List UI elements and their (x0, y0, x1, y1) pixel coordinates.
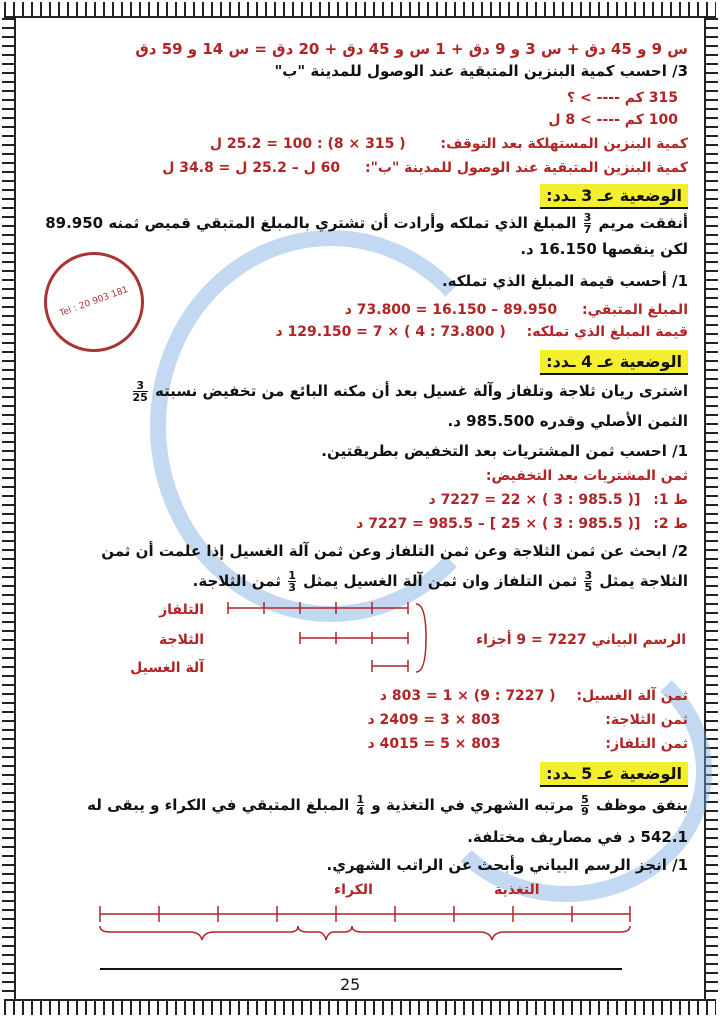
page-number: 25 (340, 975, 361, 994)
page-border-bottom (4, 999, 716, 1015)
washer-price-calc: ( 7227 : 9) × 1 = 803 د (379, 688, 556, 704)
fraction-den: 4 (356, 805, 365, 818)
fraction-num: 5 (581, 793, 589, 806)
tv-price (26, 736, 688, 752)
tv-price-label: ثمن التلفاز: (605, 736, 688, 752)
s5-text-line2: 542.1 د في مصاريف مختلفة. (467, 828, 688, 846)
s3-total-calc: ( 73.800 : 4 ) × 7 = 129.150 د (275, 324, 506, 340)
remaining-fuel-label: كمية البنزين المتبقية عند الوصول للمدينة "ب": (365, 160, 688, 176)
fraction (288, 570, 296, 593)
label-tv: التلفاز (159, 602, 204, 618)
s3-remaining-label: المبلغ المتبقي: (581, 302, 688, 318)
s3-text-part: أنفقت مريم (598, 214, 688, 232)
fraction-num: 3 (133, 380, 148, 392)
graph-label: الرسم البياني 7227 = 9 أجزاء (475, 632, 686, 648)
bar-diagram-appliances (200, 598, 440, 680)
fraction (584, 570, 592, 593)
s4-text-part: اشترى ريان ثلاجة وتلفاز وآلة غسيل بعد أن مكنه البائع من تخفيض نسبته (155, 382, 688, 400)
fraction-den: 7 (583, 223, 592, 236)
fraction-num: 1 (356, 793, 365, 806)
fraction (133, 380, 148, 403)
s4-text-part: ثمن التلفاز وان ثمن آلة الغسيل يمثل (303, 572, 578, 590)
s4-text-part: ثمن الثلاجة. (192, 572, 281, 590)
problem2-time-sum: س 9 و 45 دق + س 3 و 9 دق + 1 س و 45 دق + 20 دق = س 14 و 59 دق (135, 40, 688, 58)
consumed-fuel (26, 136, 688, 152)
s4-text-part: الثلاجة يمثل (599, 572, 688, 590)
problem2-question3: 3/ احسب كمية البنزين المتبقية عند الوصول للمدينة "ب" (274, 62, 688, 80)
section-5-heading: الوضعية عـ 5 ـدد: (540, 762, 688, 787)
fridge-price-calc: 803 × 3 = 2409 د (367, 712, 501, 728)
s4-question2-line1: 2/ ابحث عن ثمن الثلاجة وعن ثمن التلفاز وعن ثمن آلة الغسيل إذا علمت أن ثمن (101, 542, 688, 560)
washer-price (26, 688, 688, 704)
washer-price-label: ثمن آلة الغسيل: (576, 688, 688, 704)
s4-text-line1 (26, 380, 688, 403)
s4-method1-calc: [( 985.5 : 3 ) × 22 = 7227 د (428, 492, 641, 508)
s5-text-part: ينفق موظف (596, 796, 688, 814)
label-food: التغذية (494, 882, 540, 898)
tv-price-calc: 803 × 5 = 4015 د (367, 736, 501, 752)
s4-method2-label: ط 2: (653, 516, 688, 532)
s3-remaining-calc: 89.950 – 16.150 = 73.800 د (344, 302, 558, 318)
page-border-right (704, 18, 718, 999)
fraction-den: 9 (581, 805, 589, 818)
remaining-fuel (26, 160, 688, 176)
fraction-num: 3 (584, 569, 593, 582)
fraction-den: 25 (132, 391, 148, 404)
s3-question1: 1/ أحسب قيمة المبلغ الذي تملكه. (441, 272, 688, 290)
page-border-left (2, 18, 16, 999)
rule-of-three-line2: 100 كم ---- > 8 ل (548, 112, 678, 128)
teacher-stamp: Tel : 20 903 181 (30, 238, 158, 366)
label-rent: الكراء (334, 882, 373, 898)
fridge-price-label: ثمن الثلاجة: (605, 712, 688, 728)
s4-price-label: ثمن المشتريات بعد التخفيض: (485, 468, 688, 484)
s5-text-line1 (26, 794, 688, 817)
fraction-num: 3 (583, 211, 592, 224)
fraction-den: 5 (584, 581, 593, 594)
s4-text-line2: الثمن الأصلي وقدره 985.500 د. (447, 412, 688, 430)
label-washer: آلة الغسيل (130, 660, 204, 676)
s4-method1-label: ط 1: (653, 492, 688, 508)
section-4-heading: الوضعية عـ 4 ـدد: (540, 350, 688, 375)
s4-method1 (26, 492, 688, 508)
s5-text-part: المبلغ المتبقي في الكراء و يبقى له (87, 796, 350, 814)
remaining-fuel-calc: 60 ل – 25.2 ل = 34.8 ل (162, 160, 341, 176)
s4-question1: 1/ احسب ثمن المشتريات بعد التخفيض بطريقتين. (321, 442, 688, 460)
fridge-price (26, 712, 688, 728)
footer-rule (100, 968, 622, 970)
consumed-fuel-calc: ( 315 × 8) : 100 = 25.2 ل (209, 136, 406, 152)
s3-total (26, 324, 688, 340)
section-3-heading: الوضعية عـ 3 ـدد: (540, 184, 688, 209)
fraction (357, 794, 365, 817)
page-border-top (4, 2, 716, 18)
bar-diagram-salary (90, 900, 650, 950)
s3-remaining (26, 302, 688, 318)
s4-question2-line2 (26, 570, 688, 593)
fraction-num: 1 (288, 569, 296, 582)
s4-method2 (26, 516, 688, 532)
consumed-fuel-label: كمية البنزين المستهلكة بعد التوقف: (440, 136, 688, 152)
s3-text-part: المبلغ الذي تملكه وأرادت أن تشتري بالمبلغ المتبقي قميص ثمنه 89.950 (45, 214, 577, 232)
fraction-den: 3 (288, 581, 296, 594)
s5-text-part: مرتبه الشهري في التغذية و (371, 796, 574, 814)
fraction (581, 794, 589, 817)
s3-total-label: قيمة المبلغ الذي تملكه: (526, 324, 688, 340)
s5-question1: 1/ انجز الرسم البياني وأبحث عن الراتب الشهري. (326, 856, 688, 874)
s4-method2-calc: [( 985.5 : 3 ) × 25 ] – 985.5 = 7227 د (356, 516, 641, 532)
rule-of-three-line1: 315 كم ---- > ؟ (567, 90, 678, 106)
fraction (584, 212, 592, 235)
label-fridge: الثلاجة (159, 632, 204, 648)
s3-text-line1 (26, 212, 688, 235)
s3-text-line2: لكن ينقصها 16.150 د. (520, 240, 688, 258)
